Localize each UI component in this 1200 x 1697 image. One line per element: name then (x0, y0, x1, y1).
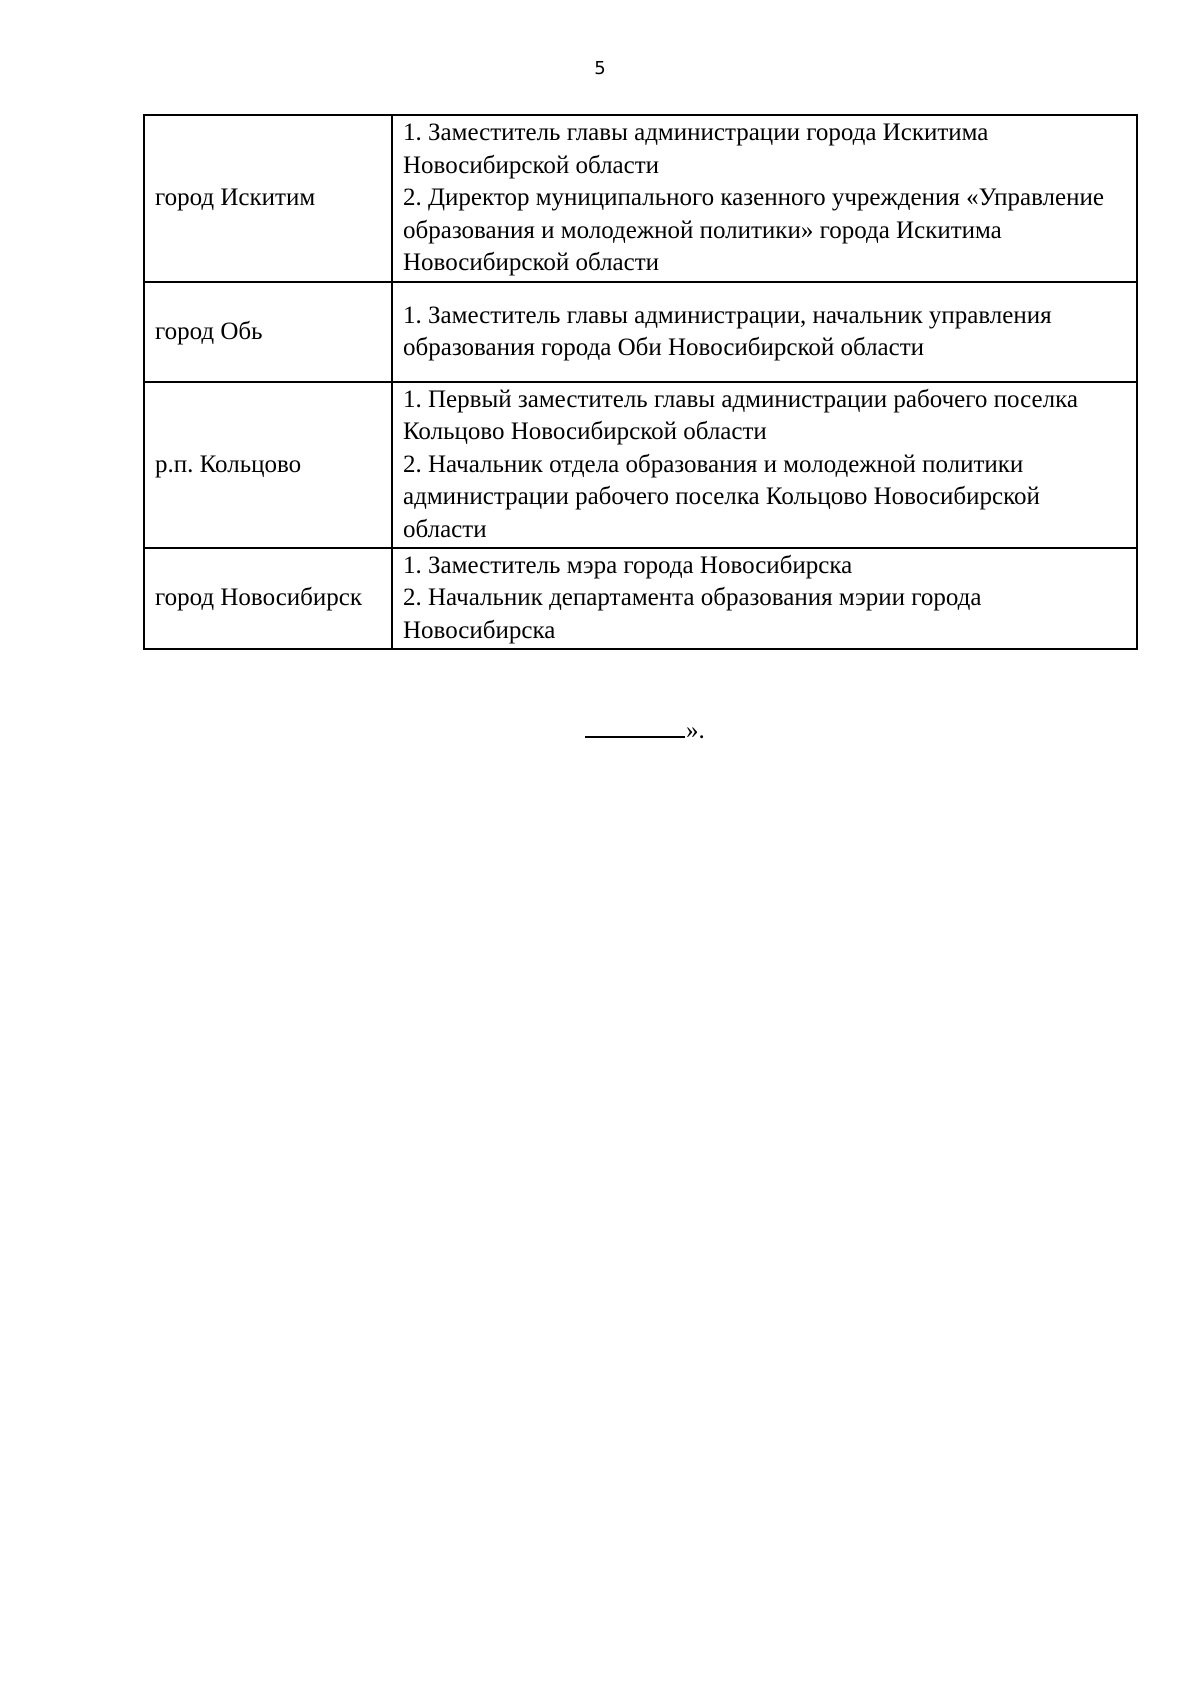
table-row (144, 282, 1137, 382)
positions-cell (392, 548, 1137, 649)
table-row (144, 115, 1137, 282)
positions-cell (392, 382, 1137, 548)
position-item: 2. Начальник департамента образования мэрии города Новосибирска (403, 584, 982, 644)
territory-cell: город Новосибирск (144, 548, 392, 649)
table-row (144, 548, 1137, 649)
positions-cell (392, 282, 1137, 382)
position-item: 1. Первый заместитель главы администрации рабочего поселка Кольцово Новосибирской области (403, 385, 1078, 446)
position-item: 1. Заместитель главы администрации города Искитима Новосибирской области (403, 119, 989, 179)
territory-cell: город Обь (144, 282, 392, 382)
position-item: 1. Заместитель мэра города Новосибирска (403, 551, 853, 579)
closing-mark (585, 710, 705, 747)
positions-cell (392, 115, 1137, 282)
territory-cell: город Искитим (144, 115, 392, 282)
officials-table (143, 114, 1138, 650)
position-item: 1. Заместитель главы администрации, начальник управления образования города Оби Новосибирской области (403, 301, 1052, 361)
position-item: 2. Начальник отдела образования и молодежной политики администрации рабочего поселка Кольцово Новосибирской области (403, 450, 1040, 543)
blank-line (585, 710, 685, 738)
closing-quote: ». (686, 717, 705, 744)
territory-cell: р.п. Кольцово (144, 382, 392, 548)
page-number: 5 (594, 58, 606, 79)
position-item: 2. Директор муниципального казенного учреждения «Управление образования и молодежной политики» города Искитима Новосибирской области (403, 184, 1104, 277)
table-row (144, 382, 1137, 548)
